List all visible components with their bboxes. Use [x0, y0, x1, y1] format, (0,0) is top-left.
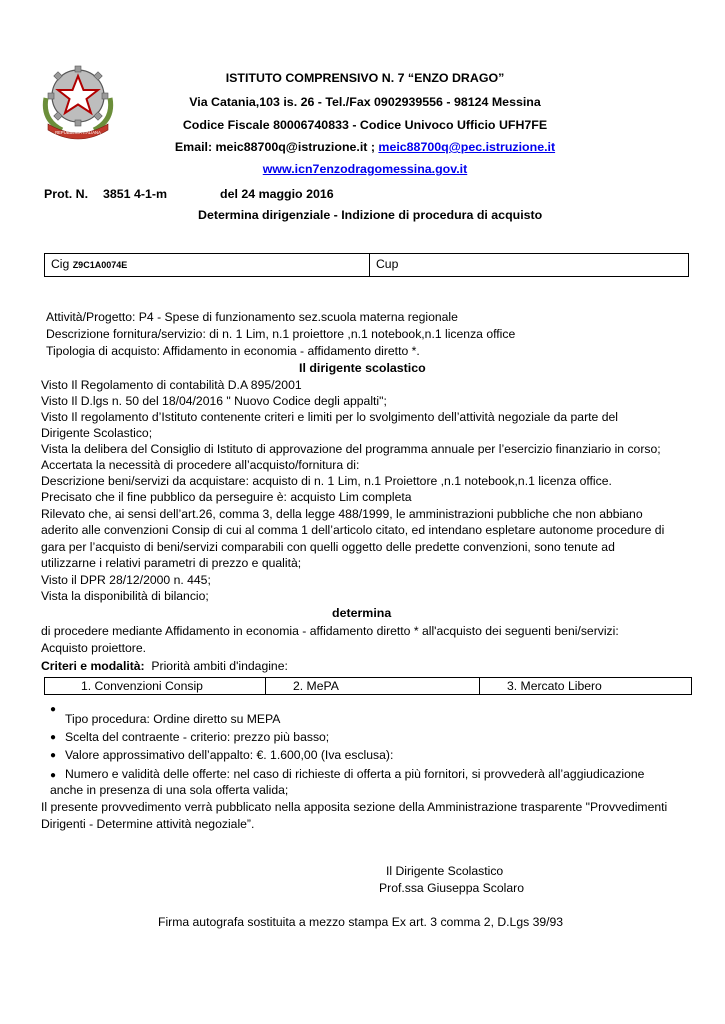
pec-email-link[interactable]: meic88700q@pec.istruzione.it: [378, 140, 556, 154]
school-name: ISTITUTO COMPRENSIVO N. 7 “ENZO DRAGO”: [225, 71, 505, 85]
bullet-item: Valore approssimativo dell’appalto: €. 1.600,00 (Iva esclusa):: [65, 748, 394, 762]
criteria-option: 2. MePA: [293, 679, 339, 693]
footer-note: Firma autografa sostituita a mezzo stampa Ex art. 3 comma 2, D.Lgs 39/93: [158, 915, 564, 929]
bullet-item-continuation: anche in presenza di una sola offerta valida;: [50, 783, 289, 797]
criteria-option-cell: [45, 678, 266, 694]
publication-line: Dirigenti - Determine attività negoziale”.: [41, 817, 255, 831]
determina-line: Acquisto proiettore.: [41, 641, 147, 655]
body-line: Precisato che il fine pubblico da perseguire è: acquisto Lim completa: [41, 490, 412, 504]
body-line: Visto Il regolamento d’Istituto contenente criteri e limiti per lo svolgimento dell’attività negoziale da parte del: [41, 410, 618, 424]
signature-role: Il Dirigente Scolastico: [386, 864, 504, 878]
criteria-text: Priorità ambiti d'indagine:: [151, 659, 288, 673]
emblem-ribbon-text: REPUBBLICA ITALIANA: [55, 130, 101, 135]
body-line: aderito alle convenzioni Consip di cui al comma 1 dell’articolo citato, ed intendano espletare autonome procedure di: [41, 523, 665, 537]
school-email-line: [140, 140, 590, 154]
cup-cell: [370, 254, 688, 276]
criteria-option: 1. Convenzioni Consip: [81, 679, 203, 693]
school-address: Via Catania,103 is. 26 - Tel./Fax 0902939556 - 98124 Messina: [189, 95, 541, 109]
cig-value: Z9C1A0074E: [72, 260, 128, 270]
cig-cell: [45, 254, 370, 276]
subject-heading: Il dirigente scolastico: [299, 361, 426, 375]
body-line: gara per l’acquisto di beni/servizi comparabili con quelli oggetto delle predette convenzioni, sono tenute ad: [41, 540, 615, 554]
bullet-item: Tipo procedura: Ordine diretto su MEPA: [65, 712, 281, 726]
determina-heading: determina: [332, 606, 392, 620]
bullet-icon: ●: [50, 750, 57, 761]
intro-project: Attività/Progetto: P4 - Spese di funzionamento sez.scuola materna regionale: [46, 310, 458, 324]
body-line: Descrizione beni/servizi da acquistare: acquisto di n. 1 Lim, n.1 Proiettore ,n.1 notebook,n.1 licenza office.: [41, 474, 612, 488]
body-line: utilizzarne i relativi parametri di prezzo e qualità;: [41, 556, 302, 570]
criteria-option-cell: [266, 678, 480, 694]
document-title: Determina dirigenziale - Indizione di procedura di acquisto: [198, 208, 543, 222]
protocol-label: Prot. N.: [44, 187, 89, 201]
criteria-label: Criteri e modalità:: [41, 659, 145, 673]
body-line: Visto Il Regolamento di contabilità D.A 895/2001: [41, 378, 302, 392]
protocol-date: del 24 maggio 2016: [220, 187, 334, 201]
italian-republic-emblem: [38, 58, 118, 140]
body-line: Rilevato che, ai sensi dell’art.26, comma 3, della legge 488/1999, le amministrazioni pubbliche che non abbiano: [41, 507, 643, 521]
bullet-item: Scelta del contraente - criterio: prezzo più basso;: [65, 730, 330, 744]
bullet-icon: ●: [50, 704, 57, 715]
criteria-option-cell: [480, 678, 691, 694]
protocol-number: 3851 4-1-m: [103, 187, 168, 201]
body-line: Vista la delibera del Consiglio di Istituto di approvazione del programma annuale per l’esercizio finanziario in corso;: [41, 442, 661, 456]
cup-label: Cup: [376, 257, 399, 271]
determina-line: di procedere mediante Affidamento in economia - affidamento diretto * all'acquisto dei seguenti beni/servizi:: [41, 624, 619, 638]
school-codes: Codice Fiscale 80006740833 - Codice Univoco Ufficio UFH7FE: [182, 118, 548, 132]
body-line: Accertata la necessità di procedere all’acquisto/fornitura di:: [41, 458, 360, 472]
bullet-item: Numero e validità delle offerte: nel caso di richieste di offerta a più fornitori, si provvederà all’aggiudicazione: [65, 767, 645, 781]
body-line: Visto Il D.lgs n. 50 del 18/04/2016 " Nuovo Codice degli appalti";: [41, 394, 387, 408]
intro-description: Descrizione fornitura/servizio: di n. 1 Lim, n.1 proiettore ,n.1 notebook,n.1 licenza office: [46, 327, 516, 341]
cig-cup-table: [44, 253, 689, 277]
criteria-line: [41, 659, 288, 673]
bullet-icon: ●: [50, 770, 57, 781]
intro-type: Tipologia di acquisto: Affidamento in economia - affidamento diretto *.: [46, 344, 420, 358]
cig-label: Cig Z9C1A0074E: [51, 257, 128, 271]
criteria-table: [44, 677, 692, 695]
body-line: Vista la disponibilità di bilancio;: [41, 589, 209, 603]
body-line: Visto il DPR 28/12/2000 n. 445;: [41, 573, 211, 587]
publication-line: Il presente provvedimento verrà pubblicato nella apposita sezione della Amministrazione trasparente "Provvedimenti: [41, 800, 668, 814]
criteria-option: 3. Mercato Libero: [507, 679, 602, 693]
bullet-icon: ●: [50, 732, 57, 743]
website-line: [140, 162, 590, 176]
body-line: Dirigente Scolastico;: [41, 426, 153, 440]
email-text: Email: meic88700q@istruzione.it ;: [174, 140, 379, 154]
signature-name: Prof.ssa Giuseppa Scolaro: [379, 881, 524, 895]
website-link[interactable]: www.icn7enzodragomessina.gov.it: [262, 162, 468, 176]
